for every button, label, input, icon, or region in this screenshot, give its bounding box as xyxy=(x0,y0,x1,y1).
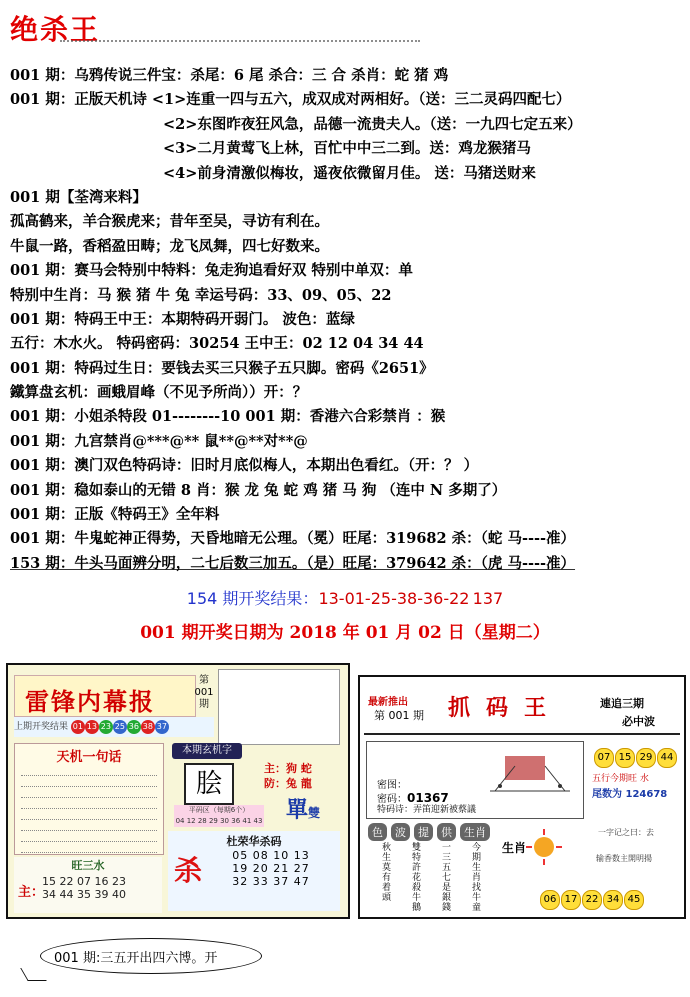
color-tags xyxy=(368,823,494,841)
poem-col: 秋生莫有着頭 xyxy=(382,843,392,903)
mystery-char-box xyxy=(168,743,340,827)
flat-code-box xyxy=(174,805,264,827)
number-ball: 06 xyxy=(540,890,560,910)
issue-number: 001 xyxy=(194,687,214,698)
leifeng-issue xyxy=(194,675,214,711)
guard-text: 防：兔 龍 xyxy=(264,777,312,790)
bubble-text: 001 期:三五开出四六博。开 xyxy=(54,951,218,966)
must-label: 必中波 xyxy=(622,715,655,728)
prediction-line: 153 期：牛头马面辨分明，二七后数三加五。（是）旺尾：379642 杀：（虎 马----准） xyxy=(10,554,576,572)
color-tag: 色 xyxy=(368,823,387,841)
kill-row: 32 33 37 47 xyxy=(232,875,310,888)
prediction-line: 五行：木水火。 特码密码：30254 王中王：02 12 04 34 44 xyxy=(10,335,424,353)
bubble-tail xyxy=(20,968,47,981)
result-ball: 13 xyxy=(85,720,99,734)
draw-date: 001 期开奖日期为 2018 年 01 月 02 日（星期二） xyxy=(140,623,550,643)
kill-title: 杜荣华杀码 xyxy=(226,835,282,848)
zhuama-panel xyxy=(358,675,686,919)
tema-poem: 特码诗：弄笛迎新被蔡議 xyxy=(377,805,477,815)
water-main: 主： xyxy=(18,885,45,900)
number-ball: 15 xyxy=(615,748,635,768)
poem-line xyxy=(21,844,157,853)
five-element: 五行今期旺 水 xyxy=(592,774,649,784)
prediction-line: 001 期：赛马会特别中特料：兔走狗追看好双 特别中单双：单 xyxy=(10,262,413,280)
color-tag: 生肖 xyxy=(460,823,490,841)
kill-char: 杀 xyxy=(174,854,203,887)
number-ball: 22 xyxy=(582,890,602,910)
result-numbers: 13-01-25-38-36-22 137 xyxy=(318,589,504,608)
prediction-line: 001 期：澳门双色特码诗：旧时月底似梅人，本期出色看红。（开：？ ） xyxy=(10,457,479,475)
prediction-line: 牛鼠一路，香稻盈田畴；龙飞凤舞，四七好数来。 xyxy=(10,237,329,255)
prediction-line: <3>二月黄莺飞上林，百忙中中三二到。送：鸡龙猴猪马 xyxy=(163,140,531,158)
scribble-line xyxy=(60,40,420,52)
number-ball: 44 xyxy=(657,748,677,768)
kill-row: 05 08 10 13 xyxy=(232,849,310,862)
poem-col: 雙特許花殺牛鵝 xyxy=(412,843,422,913)
leifeng-panel xyxy=(6,663,350,919)
prediction-line: 001 期：正版天机诗 <1>连重一四与五六，成双成对两相好。（送：三二灵码四配七） xyxy=(10,91,571,109)
prediction-line: 001 期：小姐杀特段 01--------10 001 期：香港六合彩禁肖 ：猴 xyxy=(10,408,446,426)
page-title: 绝杀王 xyxy=(10,13,101,46)
result-ball: 25 xyxy=(113,720,127,734)
result-label: 154 期开奖结果： xyxy=(186,589,319,608)
poem-line xyxy=(21,778,157,787)
water-row: 15 22 07 16 23 xyxy=(42,875,126,888)
main-text: 主：狗 蛇 xyxy=(264,762,312,775)
secret-box xyxy=(366,741,584,819)
issue-prefix: 第 xyxy=(199,675,209,686)
number-ball: 45 xyxy=(624,890,644,910)
mystery-title: 本期玄机字 xyxy=(172,743,242,759)
poem-line xyxy=(21,789,157,798)
poem-col: 今期生肖找牛童 xyxy=(472,843,482,913)
code-value: 01367 xyxy=(407,791,449,805)
result-ball: 23 xyxy=(99,720,113,734)
poem-col: 一三五七是銀錢 xyxy=(442,843,452,913)
prediction-line: 孤高鹤来，羊合猴虎来；昔年至吴，寻访有利在。 xyxy=(10,213,329,231)
prediction-line: 001 期：乌鸦传说三件宝：杀尾：6 尾 杀合：三 合 杀肖：蛇 猪 鸡 xyxy=(10,67,449,84)
fav-text: 输香数主開明揚 xyxy=(596,854,652,863)
poem-line xyxy=(21,767,157,776)
number-ball: 29 xyxy=(636,748,656,768)
water-nums xyxy=(42,875,126,901)
memo-text: 一字记之曰：去 xyxy=(598,828,654,837)
result-ball: 37 xyxy=(155,720,169,734)
flat-code-nums: 04 12 28 29 30 36 41 43 xyxy=(175,817,263,825)
color-tag: 供 xyxy=(437,823,456,841)
last-result-row xyxy=(14,717,214,737)
poem-line xyxy=(21,811,157,820)
main-guard xyxy=(264,761,312,791)
mystery-char: 脍 xyxy=(184,763,234,805)
blank-box xyxy=(218,669,340,745)
water-box xyxy=(14,857,162,913)
prediction-line: 001 期：牛鬼蛇神正得势，天昏地暗无公理。（冕）旺尾：319682 杀：（蛇 马----准） xyxy=(10,530,576,548)
prediction-line: 001 期：特码过生日：要钱去买三只猴子五只脚。密码《2651》 xyxy=(10,359,434,377)
prediction-line: <2>东图昨夜狂风急，品德一流贵夫人。（送：一九四七定五来） xyxy=(163,115,582,133)
leifeng-header xyxy=(14,675,196,717)
poem-line xyxy=(21,833,157,842)
chart-illustration xyxy=(485,746,575,798)
poem-line xyxy=(21,800,157,809)
top-balls xyxy=(594,745,682,768)
color-tag: 波 xyxy=(391,823,410,841)
prediction-line: 001 期：特码王中王：本期特码开弱门。 波色：蓝绿 xyxy=(10,310,355,328)
poem-title: 天机一句话 xyxy=(56,750,122,765)
tail-numbers: 尾数为 124678 xyxy=(592,789,668,800)
last-result-balls xyxy=(71,722,169,732)
odd-char: 單 xyxy=(286,798,309,823)
poem-line xyxy=(21,822,157,831)
divider xyxy=(364,733,680,735)
code-label: 密码： xyxy=(377,794,407,805)
flat-code-label: 平码区（每期6个） xyxy=(188,806,250,814)
number-ball: 07 xyxy=(594,748,614,768)
result-line xyxy=(0,586,690,609)
prediction-line: 001 期【荃湾来料】 xyxy=(10,188,147,206)
latest-label: 最新推出 xyxy=(368,697,408,708)
water-row: 34 44 35 39 40 xyxy=(42,888,126,901)
even-char: 雙 xyxy=(308,806,321,820)
bottom-balls xyxy=(540,887,684,910)
water-title: 旺三水 xyxy=(71,859,105,872)
result-ball: 38 xyxy=(141,720,155,734)
number-ball: 34 xyxy=(603,890,623,910)
kill-row: 19 20 21 27 xyxy=(232,862,310,875)
prediction-line: 001 期：稳如泰山的无错 8 肖：猴 龙 兔 蛇 鸡 猪 马 狗 （连中 N 多期了） xyxy=(10,481,507,499)
zhuama-title: 抓码王 xyxy=(448,695,563,721)
sun-icon xyxy=(524,827,564,867)
prediction-line: 001 期：九宫禁肖@***@** 鼠**@**对**@ xyxy=(10,432,308,450)
prediction-line: 鐵算盘玄机：画蛾眉峰（不见予所尚））开：？ xyxy=(10,384,308,402)
odd-even xyxy=(286,793,320,824)
result-ball: 01 xyxy=(71,720,85,734)
leifeng-title: 雷锋内幕报 xyxy=(25,687,155,716)
color-tag: 提 xyxy=(414,823,433,841)
last-result-label: 上期开奖结果 xyxy=(14,722,69,732)
prediction-line: <4>前身清激似梅妆，遥夜依微留月佳。 送：马猪送财来 xyxy=(163,164,536,182)
kill-code-box xyxy=(168,831,340,911)
issue-suffix: 期 xyxy=(199,699,209,710)
secret-label: 密图： xyxy=(377,780,407,791)
zhuama-issue: 第 001 期 xyxy=(374,709,424,722)
number-ball: 17 xyxy=(561,890,581,910)
poem-box xyxy=(14,743,164,855)
chase-label: 連追三期 xyxy=(600,697,644,710)
prediction-lines xyxy=(10,64,680,576)
prediction-line: 特别中生肖：马 猴 猪 牛 兔 幸运号码：33、09、05、22 xyxy=(10,286,392,304)
vertical-poems xyxy=(368,843,508,913)
result-ball: 36 xyxy=(127,720,141,734)
zodiac-label: 生肖 xyxy=(502,841,527,855)
prediction-line: 001 期：正版《特码王》全年料 xyxy=(10,506,220,524)
